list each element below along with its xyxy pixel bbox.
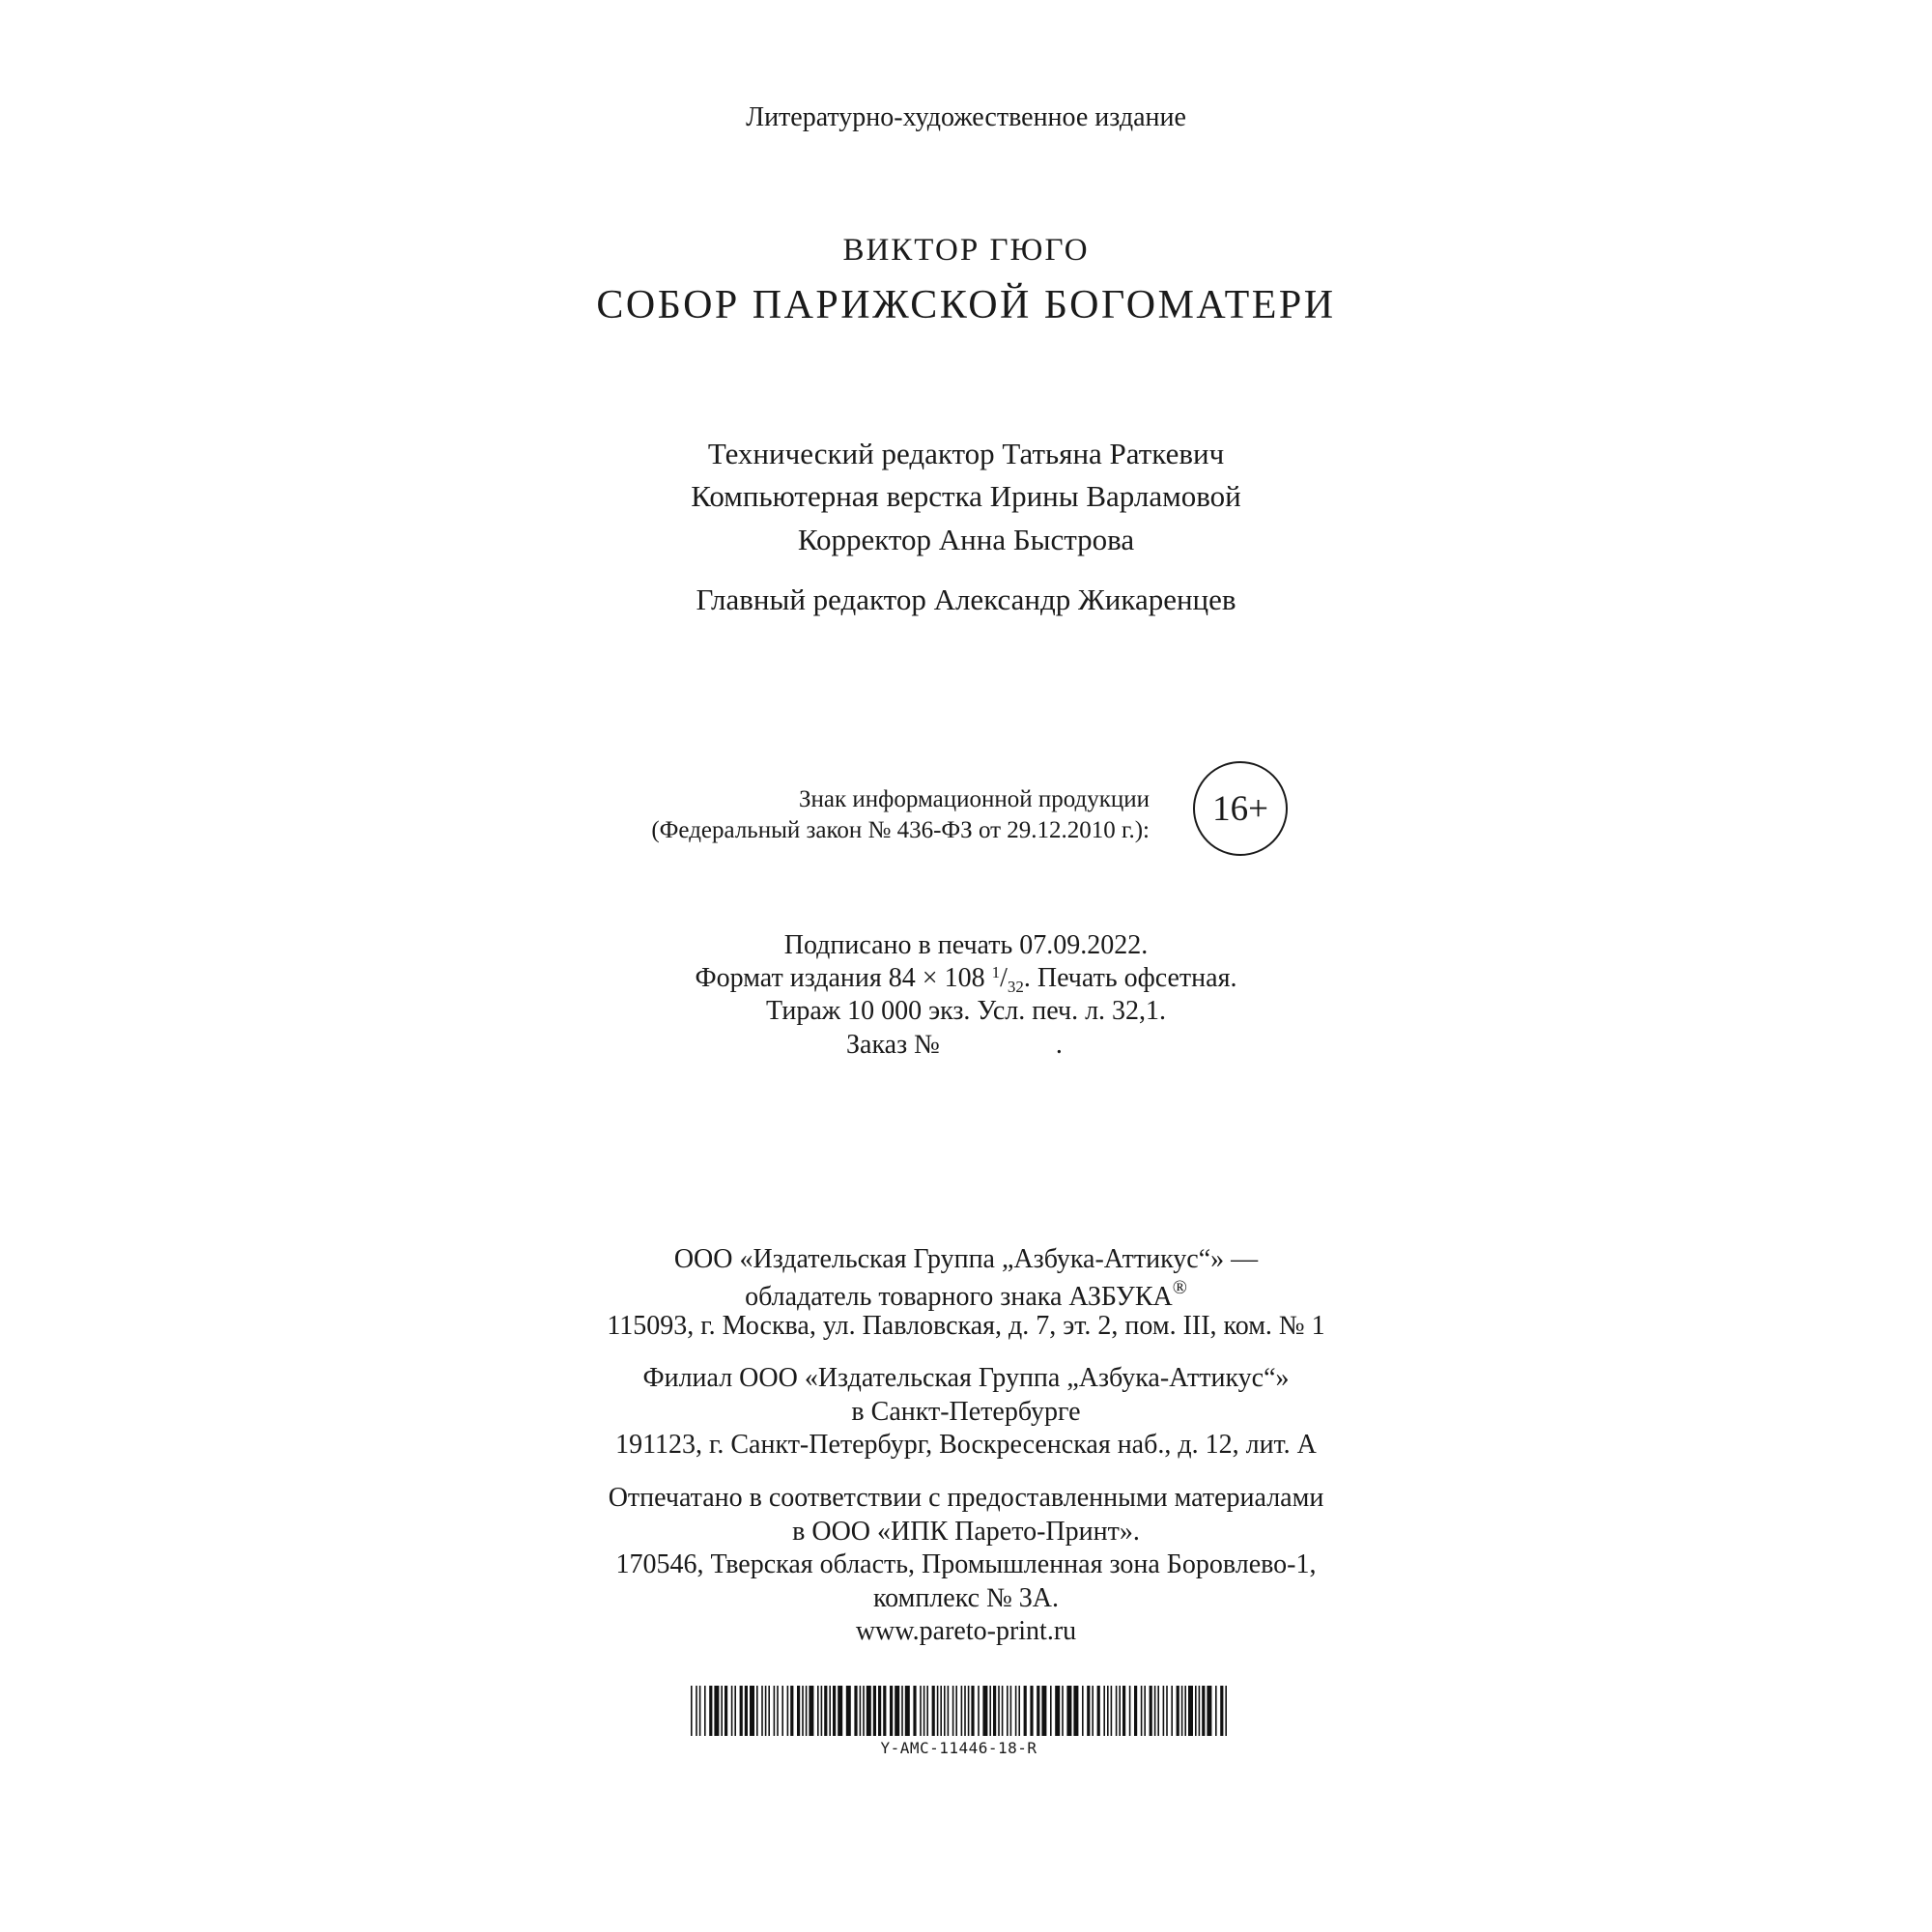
barcode-icon [691, 1686, 1232, 1736]
info-sign-line2: (Федеральный закон № 436-ФЗ от 29.12.2010 г.): [651, 817, 1150, 843]
format-fraction-slash: / [1000, 963, 1008, 993]
order-end: . [1055, 1030, 1063, 1060]
chief-editor-credit: Главный редактор Александр Жикаренцев [696, 582, 1236, 616]
publisher-trademark-text: обладатель товарного знака АЗБУКА [745, 1282, 1173, 1312]
age-rating-badge [1193, 761, 1288, 856]
printer-line3: 170546, Тверская область, Промышленная зона Боровлево-1, [615, 1549, 1317, 1579]
printer-line4: комплекс № 3А. [872, 1583, 1060, 1613]
order-line [846, 1030, 1063, 1061]
printer-line1: Отпечатано в соответствии с предоставленными материалами [608, 1483, 1324, 1513]
circulation-line: Тираж 10 000 экз. Усл. печ. л. 32,1. [765, 996, 1167, 1026]
format-prefix: Формат издания 84 × 108 [695, 963, 992, 993]
publisher-line2 [0, 1277, 1932, 1313]
publisher-address: 115093, г. Москва, ул. Павловская, д. 7, эт. 2, пом. III, ком. № 1 [607, 1311, 1325, 1341]
edition-type: Литературно-художественное издание [746, 102, 1186, 132]
order-label: Заказ № [846, 1030, 940, 1060]
info-sign-line1: Знак информационной продукции [798, 786, 1150, 812]
corrector-credit: Корректор Анна Быстрова [797, 523, 1135, 556]
format-suffix: . Печать офсетная. [1023, 963, 1237, 993]
branch-line2: в Санкт-Петербурге [851, 1397, 1081, 1427]
branch-address: 191123, г. Санкт-Петербург, Воскресенская наб., д. 12, лит. А [615, 1430, 1317, 1460]
format-fraction-denominator: 32 [1007, 978, 1024, 996]
author-name: ВИКТОР ГЮГО [842, 233, 1090, 268]
branch-line1: Филиал ООО «Издательская Группа „Азбука-Аттикус“» [642, 1363, 1290, 1393]
format-line [0, 963, 1932, 997]
barcode-label: Y-AMC-11446-18-R [880, 1739, 1037, 1757]
tech-editor-credit: Технический редактор Татьяна Раткевич [707, 437, 1225, 470]
printer-website: www.pareto-print.ru [855, 1616, 1077, 1646]
layout-credit: Компьютерная верстка Ирины Варламовой [691, 479, 1241, 513]
signed-to-print: Подписано в печать 07.09.2022. [783, 930, 1149, 960]
age-rating-text: 16+ [1212, 788, 1268, 829]
book-title: СОБОР ПАРИЖСКОЙ БОГОМАТЕРИ [596, 283, 1336, 327]
registered-mark: ® [1172, 1277, 1187, 1298]
publisher-line1: ООО «Издательская Группа „Азбука-Аттикус“» — [673, 1244, 1259, 1274]
info-product-sign [580, 784, 1150, 846]
printer-line2: в ООО «ИПК Парето-Принт». [792, 1517, 1140, 1547]
format-fraction-numerator: 1 [991, 963, 1001, 981]
